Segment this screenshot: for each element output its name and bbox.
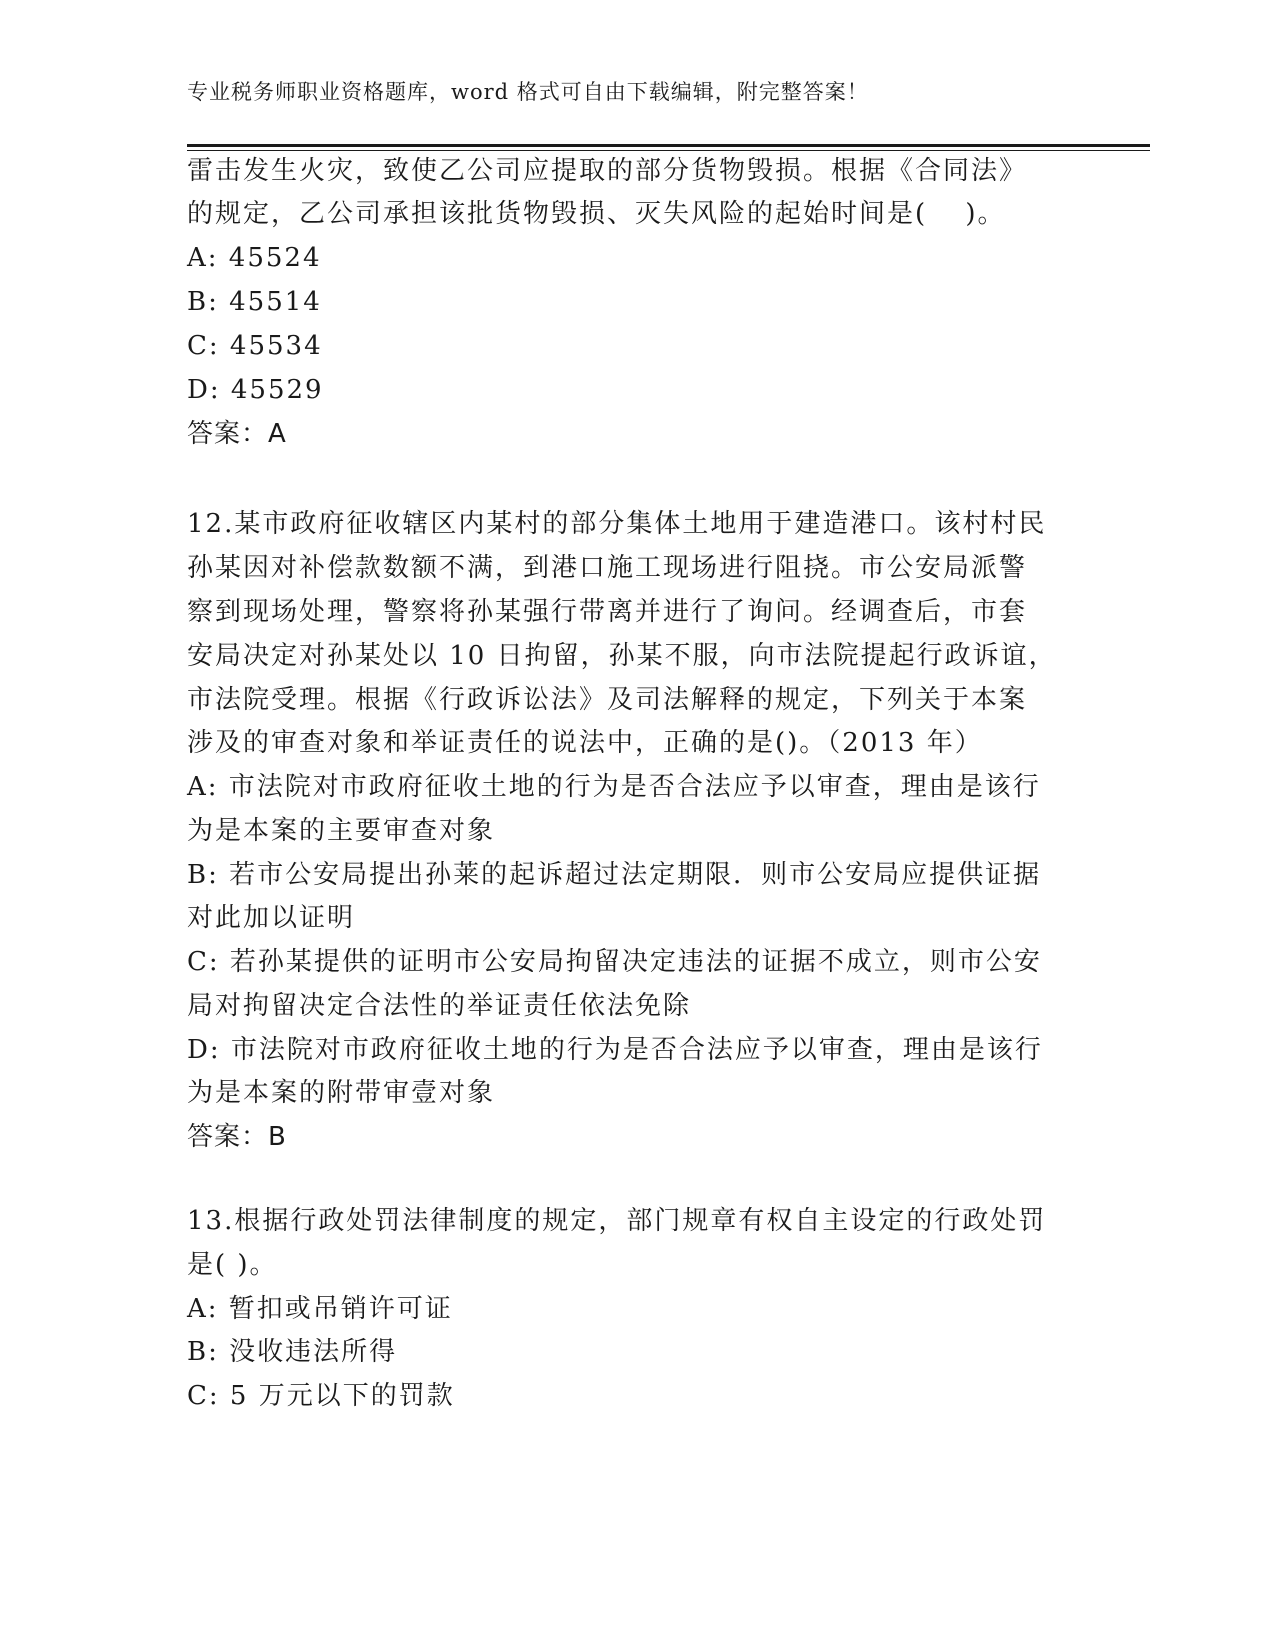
option-c: C: 45534 — [187, 331, 323, 361]
option-b: B: 没收违法所得 — [187, 1337, 398, 1367]
header-divider — [187, 144, 1150, 147]
answer-label: 答案：B — [187, 1122, 287, 1152]
option-b: B: 45514 — [187, 287, 322, 317]
question-stem-line: 孙某因对补偿款数额不满，到港口施工现场进行阻挠。市公安局派警 — [187, 553, 1028, 583]
option-c-cont: 局对拘留决定合法性的举证责任依法免除 — [187, 991, 692, 1021]
question-stem-line: 雷击发生火灾，致使乙公司应提取的部分货物毁损。根据《合同法》 — [187, 156, 1028, 186]
header-divider-thin — [187, 150, 1150, 151]
option-a: A: 暂扣或吊销许可证 — [187, 1294, 453, 1324]
question-stem-line: 是( )。 — [187, 1250, 278, 1280]
option-d: D: 45529 — [187, 375, 324, 405]
question-stem-line: 市法院受理。根据《行政诉讼法》及司法解释的规定，下列关于本案 — [187, 685, 1028, 715]
option-c: C: 5 万元以下的罚款 — [187, 1381, 455, 1411]
question-stem-line: 13.根据行政处罚法律制度的规定，部门规章有权自主设定的行政处罚 — [187, 1206, 1047, 1236]
option-d-cont: 为是本案的附带审壹对象 — [187, 1078, 496, 1108]
option-a: A: 市法院对市政府征收土地的行为是否合法应予以审查，理由是该行 — [187, 772, 1041, 802]
option-c: C: 若孙某提供的证明市公安局拘留决定违法的证据不成立，则市公安 — [187, 947, 1042, 977]
option-a-cont: 为是本案的主要审查对象 — [187, 816, 496, 846]
question-stem-line: 察到现场处理，警察将孙某强行带离并进行了询问。经调查后，市套 — [187, 597, 1028, 627]
question-stem-line: 涉及的审查对象和举证责任的说法中，正确的是()。（2013 年） — [187, 728, 983, 758]
option-b: B: 若市公安局提出孙莱的起诉超过法定期限．则市公安局应提供证据 — [187, 860, 1042, 890]
page-header: 专业税务师职业资格题库，word 格式可自由下载编辑，附完整答案！ — [187, 80, 869, 104]
question-stem-line: 12.某市政府征收辖区内某村的部分集体土地用于建造港口。该村村民 — [187, 509, 1047, 539]
option-a: A: 45524 — [187, 243, 322, 273]
question-stem-line: 安局决定对孙某处以 10 日拘留，孙某不服，向市法院提起行政诉谊， — [187, 641, 1057, 671]
option-b-cont: 对此加以证明 — [187, 903, 356, 933]
question-stem-line: 的规定，乙公司承担该批货物毁损、灭失风险的起始时间是( )。 — [187, 199, 1006, 229]
answer-label: 答案：A — [187, 419, 287, 449]
option-d: D: 市法院对市政府征收土地的行为是否合法应予以审查，理由是该行 — [187, 1035, 1043, 1065]
